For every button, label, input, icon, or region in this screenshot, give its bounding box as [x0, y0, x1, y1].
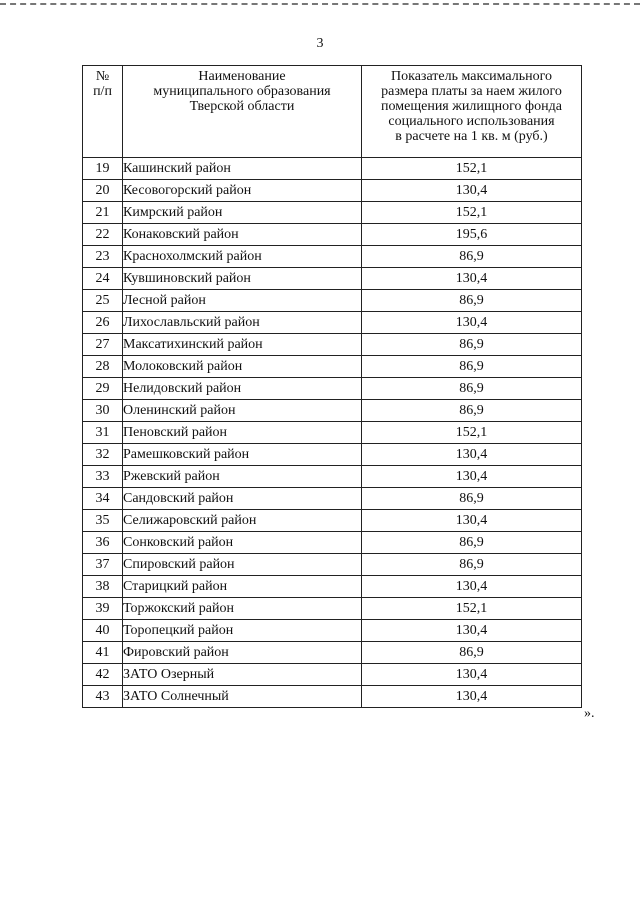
table-row — [83, 334, 582, 356]
row-number: 43 — [83, 686, 123, 708]
table-row — [83, 576, 582, 598]
table-row — [83, 686, 582, 708]
municipality-name: Оленинский район — [123, 400, 362, 422]
rent-rate-value: 86,9 — [362, 290, 582, 312]
row-number: 20 — [83, 180, 123, 202]
municipality-name: Рамешковский район — [123, 444, 362, 466]
rent-rate-value: 86,9 — [362, 400, 582, 422]
table-row — [83, 290, 582, 312]
municipality-name: Сандовский район — [123, 488, 362, 510]
municipality-name: Лихославльский район — [123, 312, 362, 334]
table-row — [83, 532, 582, 554]
table-row — [83, 180, 582, 202]
municipality-name: Краснохолмский район — [123, 246, 362, 268]
municipality-name: Молоковский район — [123, 356, 362, 378]
row-number: 28 — [83, 356, 123, 378]
municipality-name: Селижаровский район — [123, 510, 362, 532]
rent-rate-value: 130,4 — [362, 620, 582, 642]
municipality-name: Пеновский район — [123, 422, 362, 444]
row-number: 33 — [83, 466, 123, 488]
row-number: 40 — [83, 620, 123, 642]
municipality-name: Торжокский район — [123, 598, 362, 620]
table-row — [83, 312, 582, 334]
rent-rate-value: 152,1 — [362, 158, 582, 180]
rent-rate-value: 130,4 — [362, 686, 582, 708]
rent-rate-value: 86,9 — [362, 378, 582, 400]
municipality-name: ЗАТО Озерный — [123, 664, 362, 686]
table-row — [83, 510, 582, 532]
header-max-rent-rate: Показатель максимального размера платы за наем жилого помещения жилищного фонда социального использования в расчете на 1 кв. м (руб.) — [362, 66, 582, 158]
table-row — [83, 554, 582, 576]
row-number: 32 — [83, 444, 123, 466]
rent-rate-value: 130,4 — [362, 466, 582, 488]
table-row — [83, 422, 582, 444]
row-number: 27 — [83, 334, 123, 356]
rent-rate-value: 130,4 — [362, 312, 582, 334]
municipality-name: Конаковский район — [123, 224, 362, 246]
municipality-name: Сонковский район — [123, 532, 362, 554]
table-row — [83, 642, 582, 664]
top-dashed-border — [0, 3, 640, 5]
municipality-name: Лесной район — [123, 290, 362, 312]
municipality-name: Ржевский район — [123, 466, 362, 488]
rent-rate-value: 130,4 — [362, 444, 582, 466]
table-row — [83, 202, 582, 224]
row-number: 42 — [83, 664, 123, 686]
table-row — [83, 664, 582, 686]
rent-rate-value: 86,9 — [362, 356, 582, 378]
municipality-name: Фировский район — [123, 642, 362, 664]
row-number: 41 — [83, 642, 123, 664]
rent-rate-value: 130,4 — [362, 510, 582, 532]
rent-rate-value: 195,6 — [362, 224, 582, 246]
row-number: 39 — [83, 598, 123, 620]
row-number: 36 — [83, 532, 123, 554]
municipality-name: Кувшиновский район — [123, 268, 362, 290]
rent-rate-value: 86,9 — [362, 532, 582, 554]
table-row — [83, 488, 582, 510]
table-row — [83, 620, 582, 642]
table-body — [83, 158, 582, 708]
table-row — [83, 158, 582, 180]
rent-rate-value: 130,4 — [362, 664, 582, 686]
table-row — [83, 224, 582, 246]
municipality-name: ЗАТО Солнечный — [123, 686, 362, 708]
table-header-row — [83, 66, 582, 158]
rent-rate-value: 130,4 — [362, 180, 582, 202]
header-municipality-name: Наименование муниципального образования Тверской области — [123, 66, 362, 158]
table-row — [83, 246, 582, 268]
table-row — [83, 598, 582, 620]
rent-rate-value: 152,1 — [362, 598, 582, 620]
row-number: 30 — [83, 400, 123, 422]
rent-rate-value: 130,4 — [362, 576, 582, 598]
row-number: 38 — [83, 576, 123, 598]
rent-rate-value: 152,1 — [362, 202, 582, 224]
table-row — [83, 356, 582, 378]
row-number: 37 — [83, 554, 123, 576]
municipality-name: Кимрский район — [123, 202, 362, 224]
row-number: 34 — [83, 488, 123, 510]
table-row — [83, 400, 582, 422]
row-number: 35 — [83, 510, 123, 532]
row-number: 23 — [83, 246, 123, 268]
rent-rate-value: 86,9 — [362, 554, 582, 576]
municipality-name: Кашинский район — [123, 158, 362, 180]
table-row — [83, 378, 582, 400]
row-number: 21 — [83, 202, 123, 224]
rates-table — [82, 65, 582, 708]
municipality-name: Спировский район — [123, 554, 362, 576]
row-number: 29 — [83, 378, 123, 400]
municipality-name: Старицкий район — [123, 576, 362, 598]
rent-rate-value: 86,9 — [362, 246, 582, 268]
rent-rate-value: 152,1 — [362, 422, 582, 444]
header-number: № п/п — [83, 66, 123, 158]
rent-rate-value: 86,9 — [362, 488, 582, 510]
table-row — [83, 444, 582, 466]
rent-rate-value: 86,9 — [362, 642, 582, 664]
closing-quote-mark: ». — [584, 706, 595, 721]
row-number: 26 — [83, 312, 123, 334]
row-number: 24 — [83, 268, 123, 290]
municipality-name: Кесовогорский район — [123, 180, 362, 202]
municipality-name: Максатихинский район — [123, 334, 362, 356]
municipality-name: Нелидовский район — [123, 378, 362, 400]
page-number: 3 — [316, 36, 324, 51]
row-number: 22 — [83, 224, 123, 246]
table-row — [83, 268, 582, 290]
table-row — [83, 466, 582, 488]
rent-rate-value: 86,9 — [362, 334, 582, 356]
row-number: 19 — [83, 158, 123, 180]
row-number: 31 — [83, 422, 123, 444]
rent-rate-value: 130,4 — [362, 268, 582, 290]
row-number: 25 — [83, 290, 123, 312]
municipality-name: Торопецкий район — [123, 620, 362, 642]
